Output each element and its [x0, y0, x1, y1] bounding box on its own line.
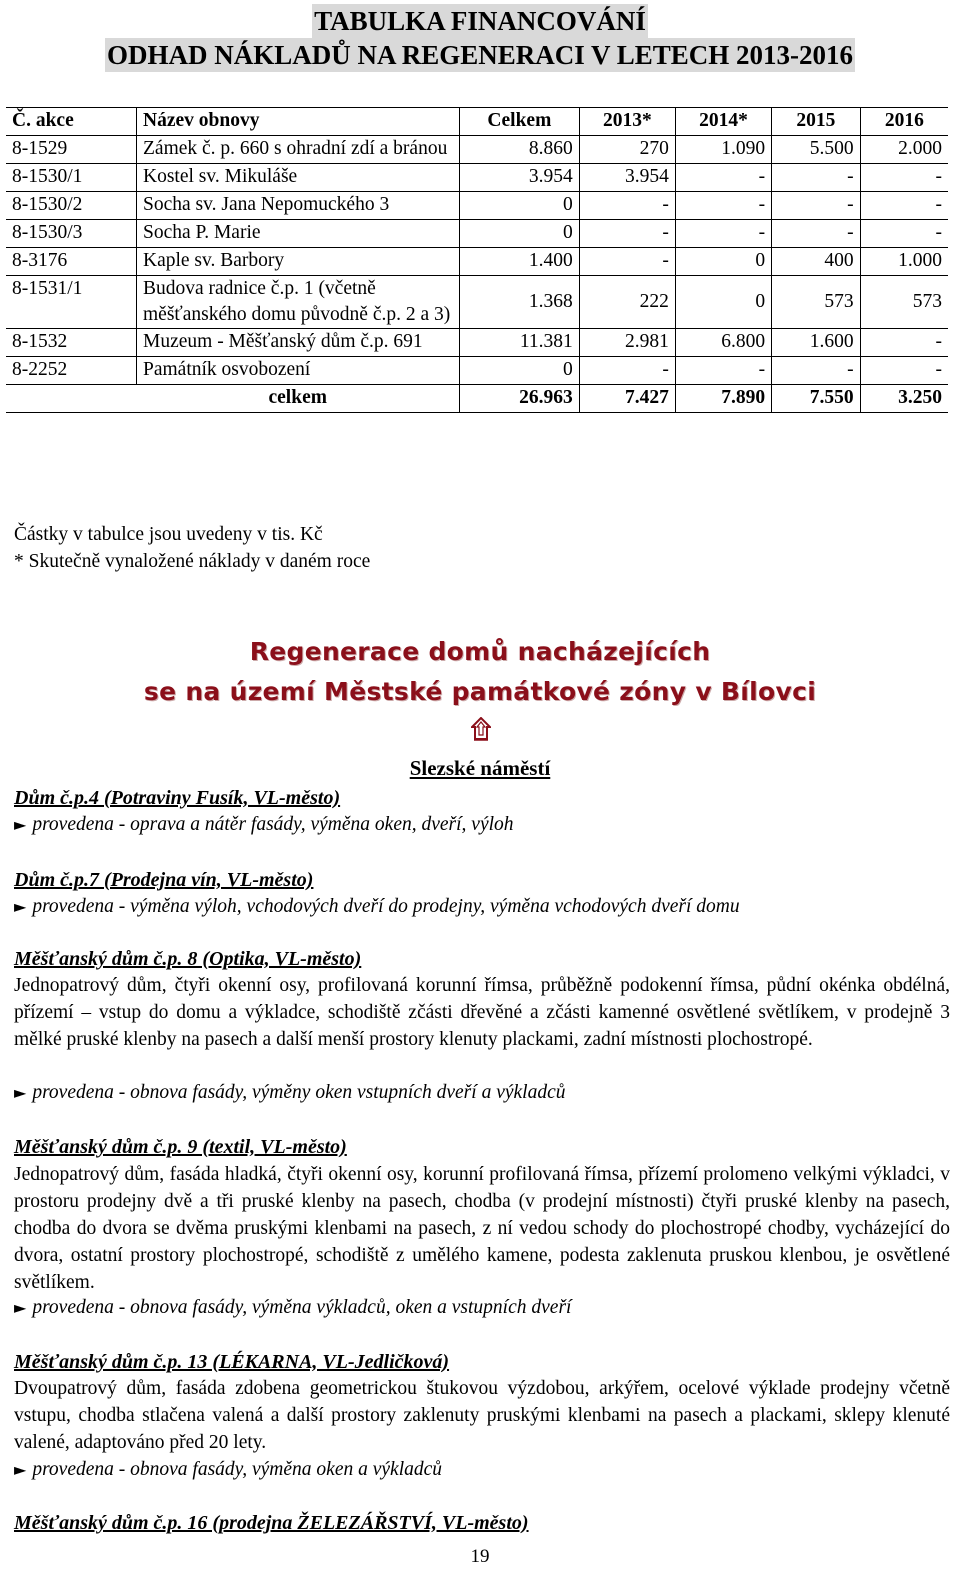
slezske-namesti-heading: Slezské náměstí — [409, 756, 551, 780]
cell-2013: - — [579, 220, 675, 248]
cell-id: 8-1532 — [6, 329, 137, 357]
entry-bullet-cp7 — [14, 894, 740, 920]
header-2016: 2016 — [860, 108, 948, 136]
cell-name: Socha sv. Jana Nepomuckého 3 — [137, 192, 460, 220]
cell-2015: - — [772, 357, 861, 385]
cell-name: Budova radnice č.p. 1 (včetně měšťanského domu původně č.p. 2 a 3) — [137, 276, 460, 329]
cell-celkem: 8.860 — [460, 136, 580, 164]
table-row — [6, 329, 948, 357]
table-header-row — [6, 108, 948, 136]
table-row — [6, 192, 948, 220]
table-row — [6, 248, 948, 276]
cell-2015: 573 — [772, 276, 861, 329]
bullet-text: provedena - obnova fasády, výměna výkladců, oken a vstupních dveří — [32, 1297, 572, 1318]
cell-2013: 3.954 — [579, 164, 675, 192]
bullet-text: provedena - obnova fasády, výměna oken a výkladců — [32, 1459, 443, 1480]
cell-2014: 0 — [675, 276, 771, 329]
cell-2016: - — [860, 220, 948, 248]
house-icon — [471, 717, 491, 741]
cell-2014: - — [675, 192, 771, 220]
entry-title-cp13: Měšťanský dům č.p. 13 (LÉKARNA, VL-Jedličková) — [14, 1351, 450, 1373]
financing-table — [6, 107, 948, 413]
cell-2013: - — [579, 192, 675, 220]
cell-2013: - — [579, 357, 675, 385]
bullet-text: provedena - oprava a nátěr fasády, výměna oken, dveří, výloh — [32, 814, 514, 835]
total-spacer — [6, 385, 137, 413]
entry-bullet-cp13 — [14, 1457, 442, 1483]
bullet-arrow-icon: ► — [14, 897, 27, 916]
header-nazev-obnovy: Název obnovy — [137, 108, 460, 136]
cell-name: Kostel sv. Mikuláše — [137, 164, 460, 192]
title-line-1: TABULKA FINANCOVÁNÍ — [314, 6, 646, 36]
header-2013: 2013* — [579, 108, 675, 136]
cell-2015: 5.500 — [772, 136, 861, 164]
cell-id: 8-1529 — [6, 136, 137, 164]
table-total-row — [6, 385, 948, 413]
section-heading-line-1: Regenerace domů nacházejících — [249, 637, 711, 666]
cell-2016: - — [860, 329, 948, 357]
entry-text-cp13: Dvoupatrový dům, fasáda zdobena geometrickou štukovou výzdobou, arkýřem, ocelové výklade prodejny včetně vstupu, chodba stlačena valená a další prostory zaklenuty pruskými klenbami na pasech a plackami, sklepy klenuté valené, adaptováno před 20 lety. — [14, 1378, 950, 1453]
entry-text-cp9: Jednopatrový dům, fasáda hladká, čtyři okenní osy, korunní profilovaná římsa, přízemí prolomeno velkými výkladci, v prostoru prodejny dvě a tři pruské klenby na pasech, chodba (v prodejní místnosti) čtyři pruské klenby na pasech, chodba do dvora se dvěma pruskými klenbami na pasech, z ní vedou schody do plochostropé chodby, vycházející do dvora, ostatní prostory plochostropé, schodiště z umělého kamene, podesta zaklenuta pruskou klenbou, je osvětlené světlíkem. — [14, 1164, 950, 1293]
cell-2013: - — [579, 248, 675, 276]
bullet-arrow-icon: ► — [14, 815, 27, 834]
cell-name: Památník osvobození — [137, 357, 460, 385]
cell-celkem: 1.400 — [460, 248, 580, 276]
header-cislo-akce: Č. akce — [6, 108, 137, 136]
entry-bullet-cp8 — [14, 1080, 565, 1106]
total-2014: 7.890 — [675, 385, 771, 413]
cell-2016: 1.000 — [860, 248, 948, 276]
entry-title-cp16: Měšťanský dům č.p. 16 (prodejna ŽELEZÁŘSTVÍ, VL-město) — [14, 1512, 529, 1534]
cell-2016: 573 — [860, 276, 948, 329]
note-actual-costs: * Skutečně vynaložené náklady v daném roce — [14, 551, 371, 572]
total-2015: 7.550 — [772, 385, 861, 413]
cell-id: 8-1530/2 — [6, 192, 137, 220]
total-label: celkem — [137, 385, 460, 413]
entry-title-cp4: Dům č.p.4 (Potraviny Fusík, VL-město) — [14, 787, 341, 809]
page-number: 19 — [470, 1546, 490, 1567]
cell-id: 8-2252 — [6, 357, 137, 385]
header-2015: 2015 — [772, 108, 861, 136]
cell-id: 8-3176 — [6, 248, 137, 276]
total-2013: 7.427 — [579, 385, 675, 413]
section-heading-line-2: se na území Městské památkové zóny v Bílovci — [143, 677, 817, 706]
bullet-arrow-icon: ► — [14, 1460, 27, 1479]
table-row — [6, 357, 948, 385]
entry-title-cp8: Měšťanský dům č.p. 8 (Optika, VL-město) — [14, 948, 362, 970]
cell-2016: - — [860, 192, 948, 220]
bullet-text: provedena - výměna výloh, vchodových dveří do prodejny, výměna vchodových dveří domu — [32, 896, 740, 917]
table-row — [6, 220, 948, 248]
total-celkem: 26.963 — [460, 385, 580, 413]
cell-celkem: 0 — [460, 220, 580, 248]
cell-celkem: 0 — [460, 357, 580, 385]
cell-name: Socha P. Marie — [137, 220, 460, 248]
bullet-arrow-icon: ► — [14, 1083, 27, 1102]
header-celkem: Celkem — [460, 108, 580, 136]
entry-title-cp9: Měšťanský dům č.p. 9 (textil, VL-město) — [14, 1136, 347, 1158]
cell-id: 8-1531/1 — [6, 276, 137, 329]
cell-2014: 1.090 — [675, 136, 771, 164]
cell-2013: 2.981 — [579, 329, 675, 357]
cell-celkem: 0 — [460, 192, 580, 220]
entry-bullet-cp4 — [14, 812, 514, 838]
cell-2015: 1.600 — [772, 329, 861, 357]
entry-bullet-cp9 — [14, 1295, 571, 1321]
cell-2015: 400 — [772, 248, 861, 276]
table-row — [6, 164, 948, 192]
cell-2016: 2.000 — [860, 136, 948, 164]
cell-celkem: 1.368 — [460, 276, 580, 329]
header-2014: 2014* — [675, 108, 771, 136]
cell-2014: - — [675, 164, 771, 192]
cell-celkem: 3.954 — [460, 164, 580, 192]
cell-2014: - — [675, 357, 771, 385]
cell-2015: - — [772, 220, 861, 248]
bullet-arrow-icon: ► — [14, 1298, 27, 1317]
cell-2015: - — [772, 192, 861, 220]
cell-2013: 270 — [579, 136, 675, 164]
cell-name: Muzeum - Měšťanský dům č.p. 691 — [137, 329, 460, 357]
cell-id: 8-1530/3 — [6, 220, 137, 248]
cell-2016: - — [860, 357, 948, 385]
cell-name: Kaple sv. Barbory — [137, 248, 460, 276]
cell-2014: - — [675, 220, 771, 248]
total-2016: 3.250 — [860, 385, 948, 413]
title-line-2: ODHAD NÁKLADŮ NA REGENERACI V LETECH 2013-2016 — [106, 40, 854, 70]
cell-celkem: 11.381 — [460, 329, 580, 357]
cell-2014: 6.800 — [675, 329, 771, 357]
cell-2013: 222 — [579, 276, 675, 329]
cell-2015: - — [772, 164, 861, 192]
cell-2014: 0 — [675, 248, 771, 276]
bullet-text: provedena - obnova fasády, výměny oken vstupních dveří a výkladců — [32, 1082, 566, 1103]
table-row — [6, 136, 948, 164]
note-units: Částky v tabulce jsou uvedeny v tis. Kč — [14, 524, 323, 545]
document-title — [0, 4, 960, 72]
cell-2016: - — [860, 164, 948, 192]
entry-title-cp7: Dům č.p.7 (Prodejna vín, VL-město) — [14, 869, 314, 891]
table-row — [6, 276, 948, 329]
cell-id: 8-1530/1 — [6, 164, 137, 192]
entry-text-cp8: Jednopatrový dům, čtyři okenní osy, profilovaná korunní římsa, průběžně podokenní římsa, půdní okénka obdélná, přízemí – vstup do domu a výkladce, schodiště zčásti dřevěné a zčásti kamenné osvětlené světlíkem, v prodejně 3 mělké pruské klenby na pasech a další menší prostory klenuty plackami, zadní místnosti plochostropé. — [14, 975, 950, 1050]
cell-name: Zámek č. p. 660 s ohradní zdí a bránou — [137, 136, 460, 164]
